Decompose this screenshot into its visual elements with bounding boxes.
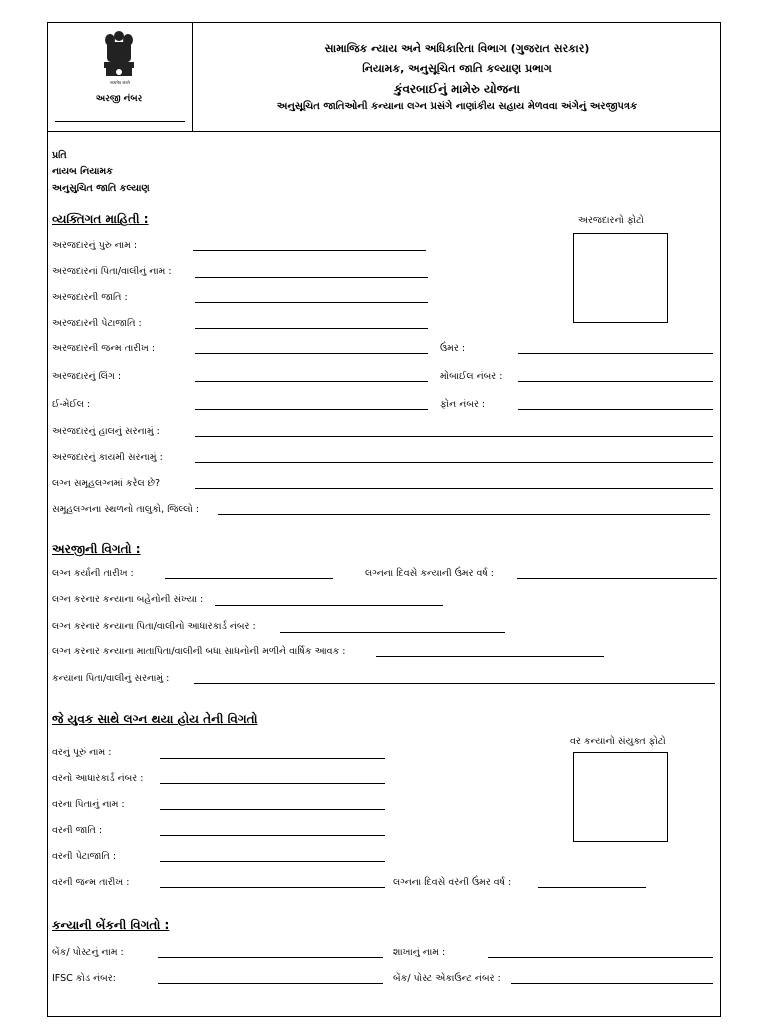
form-subtitle: અનુસૂચિત જાતિઓની કન્યાના લગ્ન પ્રસંગે નાણાંકીય સહાય મેળવવા અંગેનું અરજીપત્રક xyxy=(276,101,638,112)
mass-wedding-place-field[interactable] xyxy=(218,514,710,515)
mass-wedding-label: લગ્ન સમૂહલગ્નમાં કરેલ છે? xyxy=(52,478,161,489)
bank-details-heading: કન્યાની બેંકની વિગતો : xyxy=(52,918,170,932)
permanent-address-label: અરજદારનું કાયમી સરનામું : xyxy=(52,452,163,463)
caste-field[interactable] xyxy=(195,302,428,303)
ifsc-field[interactable] xyxy=(158,983,383,984)
sisters-count-label: લગ્ન કરનાર કન્યાના બહેનોની સંખ્યા : xyxy=(52,594,204,605)
sisters-count-field[interactable] xyxy=(215,605,443,606)
mass-wedding-place-label: સમૂહલગ્નના સ્થળનો તાલુકો, જિલ્લો : xyxy=(52,504,200,515)
mobile-field[interactable] xyxy=(518,381,713,382)
bank-name-label: બેંક/ પોસ્ટનું નામ : xyxy=(52,947,124,958)
phone-field[interactable] xyxy=(518,409,713,410)
directorate-title: નિયામક, અનુસૂચિત જાતિ કલ્યાણ પ્રભાગ xyxy=(362,62,552,75)
national-emblem-icon xyxy=(100,28,138,86)
groom-caste-field[interactable] xyxy=(160,835,385,836)
bride-age-field[interactable] xyxy=(517,578,717,579)
sub-caste-label: અરજદારની પેટાજાતિ : xyxy=(52,318,142,329)
applicant-photo-label: અરજદારનો ફોટો xyxy=(578,215,645,226)
guardian-address-label: કન્યાના પિતા/વાલીનું સરનામું : xyxy=(52,673,170,684)
emblem-caption: सत्यमेव जयते xyxy=(110,80,130,85)
mass-wedding-field[interactable] xyxy=(195,488,713,489)
couple-photo-box[interactable] xyxy=(573,752,668,842)
gender-field[interactable] xyxy=(195,381,428,382)
wedding-date-field[interactable] xyxy=(165,578,333,579)
groom-dob-field[interactable] xyxy=(160,887,385,888)
header-right-panel xyxy=(193,22,721,132)
account-number-field[interactable] xyxy=(511,983,713,984)
branch-name-field[interactable] xyxy=(488,957,713,958)
guardian-name-label: અરજદારનાં પિતા/વાલીનું નામ : xyxy=(52,266,172,277)
groom-name-label: વરનું પૂરું નામ : xyxy=(52,747,112,758)
guardian-aadhaar-field[interactable] xyxy=(280,632,505,633)
groom-dob-label: વરની જન્મ તારીખ : xyxy=(52,877,130,888)
recipient-title: નાયબ નિયામક xyxy=(52,166,113,177)
application-number-field[interactable] xyxy=(55,121,185,122)
annual-income-field[interactable] xyxy=(376,656,604,657)
recipient-office: અનુસુચિત જાતિ કલ્યાણ xyxy=(52,183,150,194)
account-number-label: બેંક/ પોસ્ટ એકાઉન્ટ નંબર : xyxy=(393,973,501,984)
full-name-label: અરજદારનું પુરુ નામ : xyxy=(52,240,138,251)
personal-info-heading: વ્યક્તિગત માહિતી : xyxy=(52,212,149,226)
groom-details-heading: જે યુવક સાથે લગ્ન થયા હોય તેની વિગતો xyxy=(52,712,258,726)
groom-father-field[interactable] xyxy=(160,809,385,810)
mobile-label: મોબાઈલ નંબર : xyxy=(440,371,503,382)
applicant-photo-box[interactable] xyxy=(573,233,668,323)
form-border xyxy=(47,22,721,1017)
dob-field[interactable] xyxy=(195,353,428,354)
full-name-field[interactable] xyxy=(193,250,426,251)
groom-aadhaar-label: વરનો આધારકાર્ડ નંબર : xyxy=(52,773,144,784)
application-number-label: અરજી નંબર xyxy=(95,94,143,104)
groom-age-field[interactable] xyxy=(538,887,646,888)
email-label: ઈ-મેઈલ : xyxy=(52,399,91,410)
guardian-name-field[interactable] xyxy=(195,277,428,278)
phone-label: ફોન નંબર : xyxy=(440,399,486,410)
couple-photo-label: વર કન્યાનો સંયુક્ત ફોટો xyxy=(570,736,666,747)
recipient-to: પ્રતિ xyxy=(52,150,67,161)
age-field[interactable] xyxy=(518,353,713,354)
age-label: ઉંમર : xyxy=(440,343,466,354)
branch-name-label: શાખાનું નામ : xyxy=(393,947,446,958)
caste-label: અરજદારની જાતિ : xyxy=(52,292,128,303)
groom-aadhaar-field[interactable] xyxy=(160,783,385,784)
gender-label: અરજદારનું લિંગ : xyxy=(52,371,122,382)
permanent-address-field[interactable] xyxy=(195,462,713,463)
application-details-heading: અરજીની વિગતો : xyxy=(52,542,141,556)
ifsc-label: IFSC કોડ નંબર: xyxy=(52,973,116,984)
guardian-address-field[interactable] xyxy=(194,683,715,684)
sub-caste-field[interactable] xyxy=(195,328,428,329)
current-address-field[interactable] xyxy=(195,436,713,437)
guardian-aadhaar-label: લગ્ન કરનાર કન્યાના પિતા/વાલીનો આધારકાર્ડ નંબર : xyxy=(52,621,256,632)
scheme-title: કુંવરબાઈનું મામેરુ યોજના xyxy=(393,82,521,96)
wedding-date-label: લગ્ન કર્યાની તારીખ : xyxy=(52,568,134,579)
groom-sub-caste-label: વરની પેટાજાતિ : xyxy=(52,851,117,862)
current-address-label: અરજદારનું હાલનું સરનામું : xyxy=(52,426,160,437)
groom-caste-label: વરની જાતિ : xyxy=(52,825,103,836)
email-field[interactable] xyxy=(195,409,428,410)
groom-father-label: વરના પિતાનું નામ : xyxy=(52,799,125,810)
groom-age-label: લગ્નના દિવસે વરની ઉંમર વર્ષ : xyxy=(393,877,512,888)
groom-sub-caste-field[interactable] xyxy=(160,861,385,862)
department-title: સામાજિક ન્યાય અને અધિકારિતા વિભાગ (ગુજરાત સરકાર) xyxy=(324,42,590,55)
annual-income-label: લગ્ન કરનાર કન્યાના માતાપિતા/વાલીની બધા સાધનોની મળીને વાર્ષિક આવક : xyxy=(52,646,346,657)
bank-name-field[interactable] xyxy=(158,957,383,958)
bride-age-label: લગ્નના દિવસે કન્યાની ઉંમર વર્ષ : xyxy=(365,568,494,579)
dob-label: અરજદારની જન્મ તારીખ : xyxy=(52,343,156,354)
groom-name-field[interactable] xyxy=(160,758,385,759)
